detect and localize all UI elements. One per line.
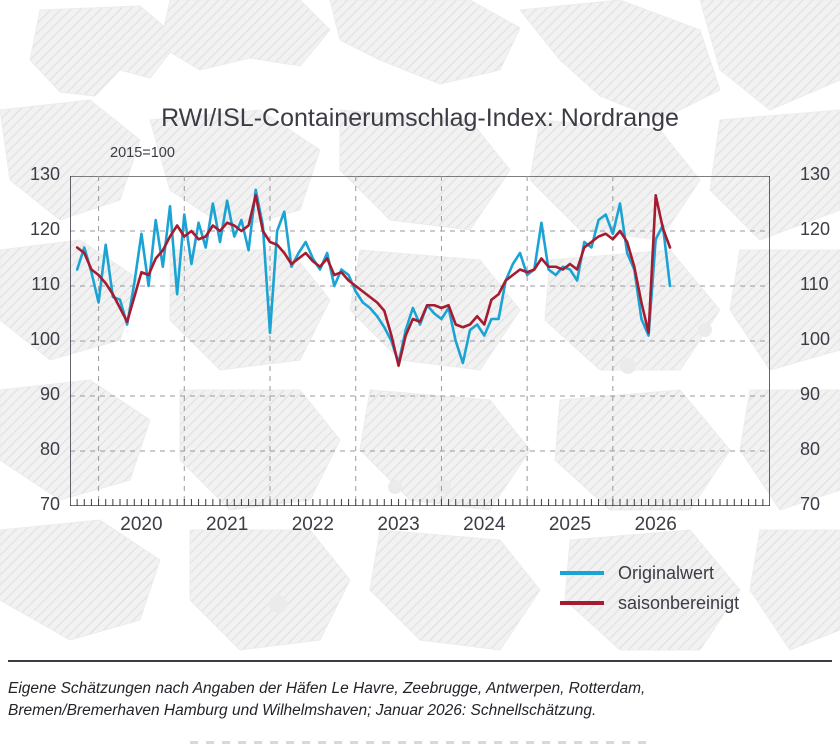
x-tick-2025: 2025 bbox=[548, 514, 592, 535]
legend-label-original: Originalwert bbox=[618, 562, 715, 583]
source-note-line2: Bremen/Bremerhaven Hamburg und Wilhelmshaven; Januar 2026: Schnellschätzung. bbox=[8, 702, 597, 720]
x-tick-2024: 2024 bbox=[463, 514, 506, 535]
y-tick-right-80: 80 bbox=[800, 439, 821, 459]
legend-label-adjusted: saisonbereinigt bbox=[618, 592, 740, 613]
y-tick-right-110: 110 bbox=[800, 274, 829, 294]
y-tick-left-120: 120 bbox=[29, 219, 60, 239]
y-tick-right-70: 70 bbox=[800, 494, 821, 514]
legend-swatch-adjusted bbox=[560, 601, 604, 605]
y-tick-right-90: 90 bbox=[800, 384, 821, 404]
legend-item-adjusted bbox=[560, 588, 739, 618]
y-tick-left-130: 130 bbox=[29, 164, 60, 184]
chart-legend bbox=[560, 558, 739, 618]
legend-swatch-original bbox=[560, 571, 604, 575]
x-tick-2023: 2023 bbox=[377, 514, 420, 535]
x-tick-2022: 2022 bbox=[291, 514, 334, 535]
y-tick-left-90: 90 bbox=[39, 384, 60, 404]
x-tick-2020: 2020 bbox=[120, 514, 163, 535]
y-tick-right-120: 120 bbox=[800, 219, 831, 239]
y-tick-right-100: 100 bbox=[800, 329, 831, 349]
bottom-decoration bbox=[190, 736, 650, 744]
chart-canvas bbox=[70, 176, 770, 506]
x-tick-2021: 2021 bbox=[206, 514, 249, 535]
y-tick-left-100: 100 bbox=[29, 329, 60, 349]
y-tick-left-70: 70 bbox=[39, 494, 60, 514]
y-tick-left-80: 80 bbox=[39, 439, 60, 459]
chart-title: RWI/ISL-Containerumschlag-Index: Nordrange bbox=[161, 104, 679, 132]
y-tick-left-110: 110 bbox=[31, 274, 60, 294]
plot-area bbox=[70, 176, 770, 506]
chart-subtitle: 2015=100 bbox=[110, 145, 175, 161]
legend-item-original bbox=[560, 558, 739, 588]
source-note-line1: Eigene Schätzungen nach Angaben der Häfen Le Havre, Zeebrugge, Antwerpen, Rotterdam, bbox=[8, 680, 646, 697]
y-tick-right-130: 130 bbox=[800, 164, 831, 184]
x-tick-2026: 2026 bbox=[634, 514, 677, 535]
source-note bbox=[8, 660, 832, 723]
